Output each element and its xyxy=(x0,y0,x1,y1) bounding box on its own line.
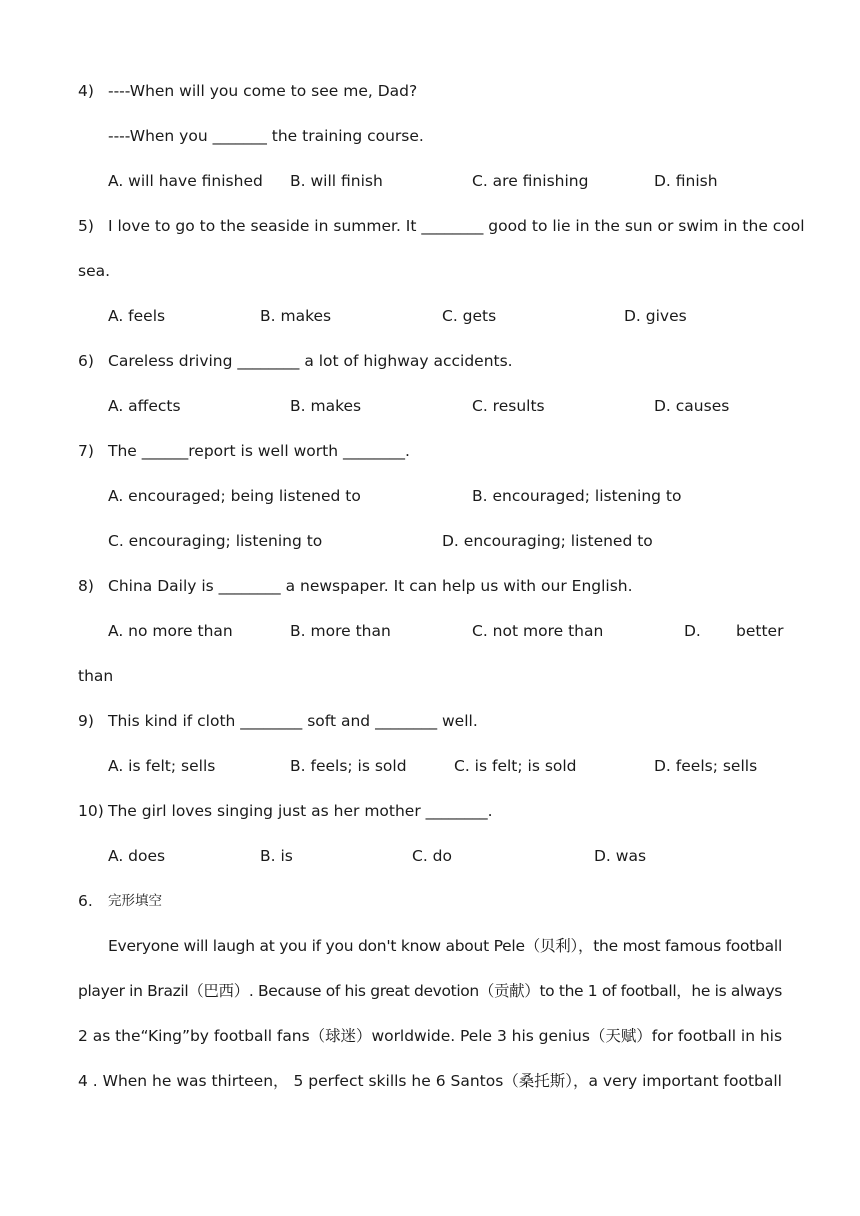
question-9-options xyxy=(0,754,860,778)
passage-line xyxy=(0,934,860,958)
option-a: A. is felt; sells xyxy=(108,757,216,775)
section-number: 6. xyxy=(78,892,93,910)
question-9 xyxy=(0,709,860,733)
option-c: C. do xyxy=(412,847,452,865)
question-8-option-continued xyxy=(0,664,860,688)
passage-text: player in Brazil（巴西）. Because of his great devotion（贡献）to the 1 of football，he is always xyxy=(78,982,782,1000)
question-stem: The girl loves singing just as her mother ________. xyxy=(108,802,493,820)
question-10-options xyxy=(0,844,860,868)
question-number: 9) xyxy=(78,712,94,730)
question-number: 6) xyxy=(78,352,94,370)
question-number: 4) xyxy=(78,82,94,100)
option-b: B. will finish xyxy=(290,172,383,190)
option-c: C. are finishing xyxy=(472,172,589,190)
option-b: B. encouraged; listening to xyxy=(472,487,682,505)
question-6-options xyxy=(0,394,860,418)
option-d: D. feels; sells xyxy=(654,757,758,775)
option-b: B. more than xyxy=(290,622,391,640)
question-10 xyxy=(0,799,860,823)
option-b: B. feels; is sold xyxy=(290,757,407,775)
question-5-options xyxy=(0,304,860,328)
question-4-options xyxy=(0,169,860,193)
option-c: C. gets xyxy=(442,307,497,325)
passage-line xyxy=(0,1024,860,1048)
question-stem: I love to go to the seaside in summer. It ________ good to lie in the sun or swim in the cool xyxy=(108,217,805,235)
question-stem: The ______report is well worth ________. xyxy=(108,442,410,460)
question-8 xyxy=(0,574,860,598)
option-b: B. makes xyxy=(260,307,332,325)
question-stem: ----When will you come to see me, Dad? xyxy=(108,82,418,100)
question-stem: sea. xyxy=(78,262,111,280)
question-6 xyxy=(0,349,860,373)
question-stem: This kind if cloth ________ soft and ________ well. xyxy=(108,712,478,730)
option-a: A. will have finished xyxy=(108,172,263,190)
option-a: A. feels xyxy=(108,307,166,325)
option-d-text: better xyxy=(736,622,784,640)
option-d-letter: D. xyxy=(684,622,701,640)
question-stem: China Daily is ________ a newspaper. It can help us with our English. xyxy=(108,577,633,595)
option-d: D. finish xyxy=(654,172,718,190)
option-b: B. is xyxy=(260,847,293,865)
option-c: C. encouraging; listening to xyxy=(108,532,323,550)
question-number: 8) xyxy=(78,577,94,595)
option-a: A. no more than xyxy=(108,622,233,640)
passage-text: Everyone will laugh at you if you don't know about Pele（贝利），the most famous football xyxy=(108,937,782,955)
option-d: D. was xyxy=(594,847,647,865)
question-number: 7) xyxy=(78,442,94,460)
question-number: 10) xyxy=(78,802,104,820)
question-4-answer-line xyxy=(0,124,860,148)
option-d: D. causes xyxy=(654,397,730,415)
option-b: B. makes xyxy=(290,397,362,415)
question-stem: Careless driving ________ a lot of highway accidents. xyxy=(108,352,513,370)
passage-text: 4 . When he was thirteen， 5 perfect skills he 6 Santos（桑托斯），a very important football xyxy=(78,1072,782,1090)
question-4 xyxy=(0,79,860,103)
section-heading xyxy=(0,889,860,913)
question-stem: ----When you _______ the training course. xyxy=(108,127,424,145)
option-c: C. not more than xyxy=(472,622,604,640)
question-7-options-row-1 xyxy=(0,484,860,508)
option-a: A. encouraged; being listened to xyxy=(108,487,361,505)
option-a: A. affects xyxy=(108,397,181,415)
passage-line xyxy=(0,979,860,1003)
question-8-options xyxy=(0,619,860,643)
option-a: A. does xyxy=(108,847,166,865)
question-7-options-row-2 xyxy=(0,529,860,553)
question-7 xyxy=(0,439,860,463)
question-5-stem-continued xyxy=(0,259,860,283)
passage-text: 2 as the“King”by football fans（球迷）worldwide. Pele 3 his genius（天赋）for football in his xyxy=(78,1027,782,1045)
question-number: 5) xyxy=(78,217,94,235)
option-c: C. results xyxy=(472,397,545,415)
option-d: D. gives xyxy=(624,307,687,325)
section-title: 完形填空 xyxy=(108,893,162,909)
question-5 xyxy=(0,214,860,238)
option-d-text-continued: than xyxy=(78,667,114,685)
option-c: C. is felt; is sold xyxy=(454,757,577,775)
option-d: D. encouraging; listened to xyxy=(442,532,653,550)
passage-line xyxy=(0,1069,860,1093)
